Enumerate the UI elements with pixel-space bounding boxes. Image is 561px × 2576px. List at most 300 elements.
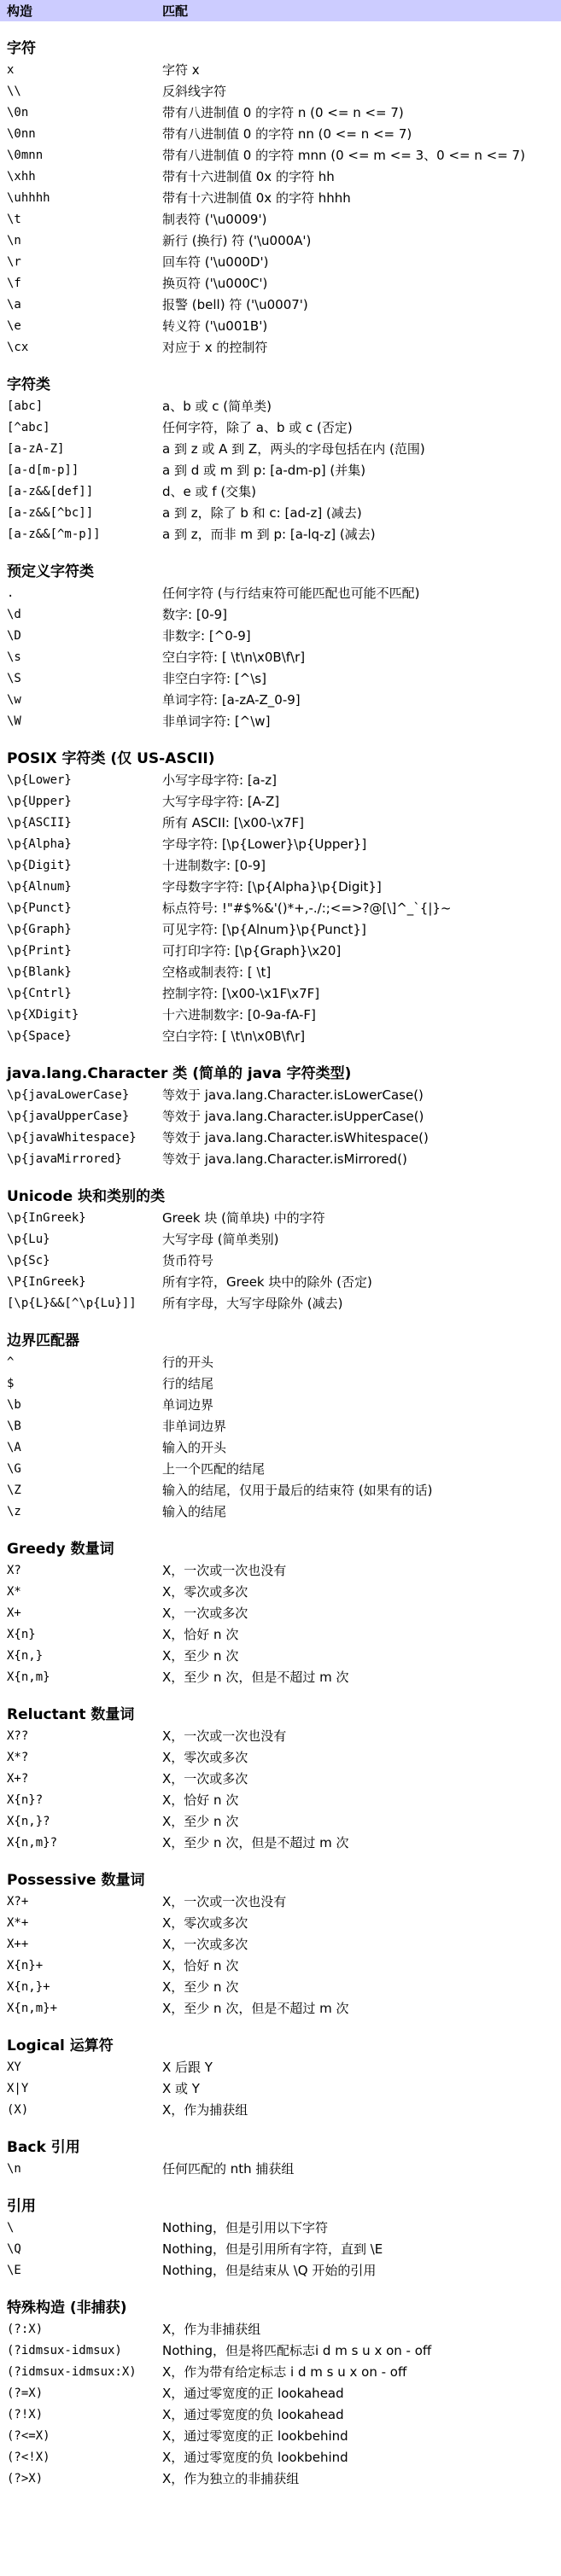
table-row [0,1933,561,1955]
table-row [0,1746,561,1768]
construct-cell: \ [7,2220,15,2235]
match-cell: 任何字符，除了 a、b 或 c (否定) [162,420,353,435]
match-cell: 可打印字符: [\p{Graph}\x20] [162,943,342,959]
construct-cell: \p{Lu} [7,1232,50,1246]
table-row [0,187,561,208]
construct-cell: [a-zA-Z] [7,441,65,456]
table-row [0,294,561,315]
construct-cell: \0n [7,105,29,119]
match-cell: 非单词边界 [162,1419,227,1434]
construct-cell: \p{XDigit} [7,1007,79,1022]
match-cell: 带有十六进制值 0x 的字符 hh [162,169,335,184]
match-cell: 标点符号: !"#$%&'()*+,-./:;<=>?@[\]^_`{|}~ [162,900,452,916]
section [0,1180,561,1314]
section-title: Greedy 数量词 [7,1541,114,1558]
match-cell: X，零次或多次 [162,1915,248,1931]
construct-cell: \p{InGreek} [7,1210,86,1225]
construct-cell: X{n,m}+ [7,2001,58,2015]
match-cell: 回车符 ('\u000D') [162,254,269,270]
match-cell: X，至少 n 次，但是不超过 m 次 [162,2001,349,2016]
construct-cell: [\p{L}&&[^\p{Lu}]] [7,1296,137,1310]
section [0,1057,561,1169]
table-row [0,710,561,731]
construct-cell: \r [7,254,21,269]
table-row [0,2078,561,2099]
table-row [0,1373,561,1394]
match-cell: 大写字母字符: [A-Z] [162,794,280,809]
table-row [0,2099,561,2120]
construct-cell: X|Y [7,2081,29,2095]
match-cell: 带有八进制值 0 的字符 nn (0 <= n <= 7) [162,126,412,142]
match-cell: X，至少 n 次 [162,1648,239,1664]
table-row [0,417,561,438]
table-row [0,1976,561,1997]
match-cell: 任何字符 (与行结束符可能匹配也可能不匹配) [162,586,420,601]
construct-cell: \A [7,1440,21,1454]
match-cell: 非单词字符: [^\w] [162,714,271,729]
match-cell: X，恰好 n 次 [162,1792,239,1808]
table-row [0,2446,561,2468]
match-cell: Nothing，但是将匹配标志i d m s u x on - off [162,2343,432,2358]
construct-cell: X*? [7,1750,29,1764]
construct-cell: X?? [7,1728,29,1743]
construct-cell: X{n,} [7,1648,44,1663]
match-cell: 上一个匹配的结尾 [162,1461,266,1477]
match-cell: Nothing，但是引用以下字符 [162,2220,328,2235]
section [0,1532,561,1687]
table-row [0,1725,561,1746]
table-row [0,1127,561,1148]
table-row [0,1148,561,1169]
match-cell: 十六进制数字: [0-9a-fA-F] [162,1007,316,1023]
match-cell: 空白字符: [ \t\n\x0B\f\r] [162,1029,306,1044]
table-row [0,1559,561,1581]
header-matches: 匹配 [162,3,189,19]
table-row [0,2404,561,2425]
table-row [0,230,561,251]
construct-cell: x [7,62,15,77]
construct-cell: X{n} [7,1627,36,1641]
table-row [0,2259,561,2281]
table-row [0,1228,561,1250]
match-cell: 单词字符: [a-zA-Z_0-9] [162,692,301,708]
match-cell: 带有十六进制值 0x 的字符 hhhh [162,190,351,206]
match-cell: X，一次或多次 [162,1771,248,1786]
match-cell: 控制字符: [\x00-\x1F\x7F] [162,986,320,1001]
construct-cell: \f [7,276,21,290]
section [0,2029,561,2120]
header-construct: 构造 [7,3,33,19]
table-row [0,272,561,294]
match-cell: X，一次或一次也没有 [162,1563,287,1578]
construct-cell: \p{javaMirrored} [7,1151,122,1166]
section-title: Logical 运算符 [7,2037,114,2054]
match-cell: 对应于 x 的控制符 [162,340,268,355]
table-row [0,2056,561,2078]
construct-cell: \a [7,297,21,312]
section-title: 字符 [7,40,36,57]
table-row [0,1891,561,1912]
table-row [0,1997,561,2019]
table-row [0,1025,561,1046]
match-cell: 所有 ASCII: [\x00-\x7F] [162,815,304,830]
construct-cell: \p{Alpha} [7,836,72,851]
construct-cell: [^abc] [7,420,50,434]
table-row [0,59,561,80]
table-row [0,1207,561,1228]
construct-cell: (?idmsux-idmsux) [7,2343,122,2357]
table-row [0,2217,561,2238]
match-cell: 字母字符: [\p{Lower}\p{Upper}] [162,836,367,852]
table-row [0,982,561,1004]
construct-cell: \0nn [7,126,36,141]
match-cell: 任何匹配的 nth 捕获组 [162,2161,295,2177]
table-row [0,208,561,230]
match-cell: d、e 或 f (交集) [162,484,257,499]
construct-cell: X{n}? [7,1792,44,1807]
match-cell: Nothing，但是结束从 \Q 开始的引用 [162,2263,377,2278]
construct-cell: \p{Punct} [7,900,72,915]
section [0,32,561,358]
match-cell: X，一次或多次 [162,1937,248,1952]
section-title: Back 引用 [7,2139,80,2156]
construct-cell: . [7,586,15,600]
construct-cell: \p{Blank} [7,965,72,979]
match-cell: 数字: [0-9] [162,607,228,622]
table-row [0,481,561,502]
construct-cell: (?idmsux-idmsux:X) [7,2364,137,2379]
table-row [0,1789,561,1810]
match-cell: 等效于 java.lang.Character.isMirrored() [162,1151,407,1167]
table-row [0,1394,561,1415]
match-cell: 输入的结尾，仅用于最后的结束符 (如果有的话) [162,1483,433,1498]
match-cell: 反斜线字符 [162,84,227,99]
match-cell: X，恰好 n 次 [162,1958,239,1973]
construct-cell: \p{ASCII} [7,815,72,830]
section-title: 预定义字符类 [7,563,94,580]
match-cell: 等效于 java.lang.Character.isLowerCase() [162,1087,424,1103]
match-cell: 非数字: [^0-9] [162,628,251,644]
construct-cell: \e [7,318,21,333]
table-row [0,1832,561,1853]
table-header [0,0,561,21]
table-row [0,2382,561,2404]
match-cell: 单词边界 [162,1397,214,1413]
construct-cell: [abc] [7,399,44,413]
section-title: Unicode 块和类别的类 [7,1188,166,1205]
table-row [0,1458,561,1479]
construct-cell: \p{javaLowerCase} [7,1087,130,1102]
construct-cell: X?+ [7,1894,29,1909]
table-row [0,502,561,523]
table-row [0,1004,561,1025]
match-cell: 所有字符，Greek 块中的除外 (否定) [162,1274,372,1290]
table-row [0,1292,561,1314]
match-cell: X，作为带有给定标志 i d m s u x on - off [162,2364,407,2380]
table-row [0,2158,561,2179]
construct-cell: \p{Print} [7,943,72,958]
match-cell: 带有八进制值 0 的字符 mnn (0 <= m <= 3、0 <= n <= 7) [162,148,525,163]
section [0,1698,561,1853]
match-cell: 输入的结尾 [162,1504,227,1519]
construct-cell: X{n,m} [7,1670,50,1684]
match-cell: Nothing，但是引用所有字符，直到 \E [162,2241,383,2257]
table-row [0,646,561,667]
match-cell: 空白字符: [ \t\n\x0B\f\r] [162,650,306,665]
construct-cell: X*+ [7,1915,29,1930]
construct-cell: [a-d[m-p]] [7,463,79,477]
table-row [0,523,561,545]
table-row [0,1479,561,1501]
match-cell: a 到 z 或 A 到 Z，两头的字母包括在内 (范围) [162,441,425,457]
construct-cell: (?!X) [7,2407,44,2422]
match-cell: X，作为独立的非捕获组 [162,2471,300,2486]
match-cell: 可见字符: [\p{Alnum}\p{Punct}] [162,922,366,937]
table-row [0,1105,561,1127]
table-row [0,1581,561,1602]
table-row [0,395,561,417]
table-row [0,2361,561,2382]
construct-cell: X{n,m}? [7,1835,58,1850]
section-title: java.lang.Character 类 (简单的 java 字符类型) [7,1065,352,1082]
table-row [0,80,561,102]
construct-cell: \n [7,2161,21,2176]
match-cell: X，通过零宽度的正 lookbehind [162,2428,348,2444]
construct-cell: \E [7,2263,21,2277]
construct-cell: \xhh [7,169,36,184]
section-title: 特殊构造 (非捕获) [7,2299,127,2317]
match-cell: 报警 (bell) 符 ('\u0007') [162,297,308,312]
sections-container [0,32,561,2489]
construct-cell: \p{Upper} [7,794,72,808]
match-cell: X，至少 n 次，但是不超过 m 次 [162,1670,349,1685]
construct-cell: \p{javaWhitespace} [7,1130,137,1145]
construct-cell: (?<!X) [7,2450,50,2464]
table-row [0,315,561,336]
table-row [0,123,561,144]
section-title: 边界匹配器 [7,1332,79,1349]
section [0,742,561,1046]
construct-cell: (?=X) [7,2386,44,2400]
match-cell: X，恰好 n 次 [162,1627,239,1642]
match-cell: 等效于 java.lang.Character.isUpperCase() [162,1109,424,1124]
section [0,555,561,731]
match-cell: 行的开头 [162,1355,214,1370]
match-cell: X，零次或多次 [162,1750,248,1765]
match-cell: 转义符 ('\u001B') [162,318,268,334]
construct-cell: \Z [7,1483,21,1497]
match-cell: 等效于 java.lang.Character.isWhitespace() [162,1130,429,1145]
construct-cell: \p{Graph} [7,922,72,936]
construct-cell: X+ [7,1606,21,1620]
construct-cell: \S [7,671,21,685]
section [0,1324,561,1522]
section-title: Possessive 数量词 [7,1872,145,1889]
section-title: Reluctant 数量词 [7,1706,135,1723]
construct-cell: \p{Alnum} [7,879,72,894]
table-row [0,961,561,982]
table-row [0,144,561,166]
table-row [0,625,561,646]
section [0,2189,561,2281]
construct-cell: \p{Digit} [7,858,72,872]
match-cell: X 或 Y [162,2081,200,2096]
construct-cell: X? [7,1563,21,1577]
table-row [0,1912,561,1933]
table-row [0,769,561,790]
construct-cell: (?>X) [7,2471,44,2486]
construct-cell: \cx [7,340,29,354]
match-cell: X 后跟 Y [162,2060,213,2075]
match-cell: a 到 d 或 m 到 p: [a-dm-p] (并集) [162,463,366,478]
table-row [0,1271,561,1292]
match-cell: X，一次或一次也没有 [162,1894,287,1909]
table-row [0,833,561,854]
construct-cell: X{n,}+ [7,1979,50,1994]
match-cell: X，至少 n 次 [162,1979,239,1995]
construct-cell: \t [7,212,21,226]
construct-cell: \B [7,1419,21,1433]
construct-cell: (?<=X) [7,2428,50,2443]
construct-cell: \b [7,1397,21,1412]
construct-cell: \z [7,1504,21,1518]
construct-cell: [a-z&&[^bc]] [7,505,94,520]
table-row [0,1437,561,1458]
construct-cell: \0mnn [7,148,44,162]
construct-cell: \G [7,1461,21,1476]
match-cell: X，一次或多次 [162,1606,248,1621]
section [0,368,561,545]
construct-cell: \p{Space} [7,1029,72,1043]
match-cell: 货币符号 [162,1253,214,1268]
construct-cell: \W [7,714,21,728]
match-cell: 新行 (换行) 符 ('\u000A') [162,233,312,248]
match-cell: X，零次或多次 [162,1584,248,1600]
table-row [0,1415,561,1437]
section-title: 字符类 [7,376,50,393]
table-row [0,459,561,481]
construct-cell: ^ [7,1355,15,1369]
match-cell: 字母数字字符: [\p{Alpha}\p{Digit}] [162,879,382,895]
construct-cell: \d [7,607,21,621]
table-row [0,897,561,918]
table-row [0,102,561,123]
match-cell: 非空白字符: [^\s] [162,671,266,686]
table-row [0,1810,561,1832]
table-row [0,876,561,897]
construct-cell: X* [7,1584,21,1599]
match-cell: 输入的开头 [162,1440,227,1455]
match-cell: 空格或制表符: [ \t] [162,965,272,980]
match-cell: 所有字母，大写字母除外 (减去) [162,1296,343,1311]
match-cell: 行的结尾 [162,1376,214,1391]
construct-cell: X{n,}? [7,1814,50,1828]
construct-cell: XY [7,2060,21,2074]
match-cell: a、b 或 c (简单类) [162,399,272,414]
match-cell: 制表符 ('\u0009') [162,212,267,227]
table-row [0,854,561,876]
construct-cell: \p{Lower} [7,772,72,787]
construct-cell: \Q [7,2241,21,2256]
construct-cell: \p{Sc} [7,1253,50,1268]
match-cell: X，作为捕获组 [162,2102,248,2118]
construct-cell: \D [7,628,21,643]
construct-cell: \p{javaUpperCase} [7,1109,130,1123]
match-cell: X，一次或一次也没有 [162,1728,287,1744]
match-cell: 大写字母 (简单类别) [162,1232,279,1247]
table-row [0,1351,561,1373]
table-row [0,1623,561,1645]
table-row [0,1084,561,1105]
construct-cell: \uhhhh [7,190,50,205]
construct-cell: \w [7,692,21,707]
match-cell: 换页符 ('\u000C') [162,276,268,291]
match-cell: a 到 z，除了 b 和 c: [ad-z] (减去) [162,505,362,521]
match-cell: a 到 z，而非 m 到 p: [a-lq-z] (减去) [162,527,376,542]
match-cell: X，至少 n 次，但是不超过 m 次 [162,1835,349,1850]
table-row [0,1250,561,1271]
construct-cell: X++ [7,1937,29,1951]
construct-cell: \n [7,233,21,248]
construct-cell: \P{InGreek} [7,1274,86,1289]
table-row [0,2425,561,2446]
match-cell: X，作为非捕获组 [162,2322,261,2337]
match-cell: X，至少 n 次 [162,1814,239,1829]
match-cell: Greek 块 (简单块) 中的字符 [162,1210,325,1226]
table-row [0,1955,561,1976]
section-title: POSIX 字符类 (仅 US-ASCII) [7,750,215,767]
construct-cell: X+? [7,1771,29,1786]
table-row [0,790,561,812]
table-row [0,689,561,710]
match-cell: 十进制数字: [0-9] [162,858,266,873]
table-row [0,2238,561,2259]
match-cell: X，通过零宽度的正 lookahead [162,2386,344,2401]
section [0,1863,561,2019]
match-cell: 字符 x [162,62,200,78]
construct-cell: [a-z&&[def]] [7,484,94,498]
table-row [0,336,561,358]
table-row [0,251,561,272]
table-row [0,603,561,625]
construct-cell: (X) [7,2102,29,2117]
table-row [0,1768,561,1789]
match-cell: X，通过零宽度的负 lookahead [162,2407,344,2422]
table-row [0,940,561,961]
table-row [0,2468,561,2489]
construct-cell: \s [7,650,21,664]
construct-cell: \\ [7,84,21,98]
table-row [0,1602,561,1623]
table-row [0,1501,561,1522]
section [0,2130,561,2179]
table-row [0,812,561,833]
table-row [0,582,561,603]
table-row [0,2340,561,2361]
construct-cell: X{n}+ [7,1958,44,1973]
section-title: 引用 [7,2198,36,2215]
construct-cell: \p{Cntrl} [7,986,72,1000]
construct-cell: (?:X) [7,2322,44,2336]
table-row [0,1645,561,1666]
match-cell: X，通过零宽度的负 lookbehind [162,2450,348,2465]
construct-cell: $ [7,1376,15,1390]
table-row [0,1666,561,1687]
match-cell: 小写字母字符: [a-z] [162,772,278,788]
match-cell: 带有八进制值 0 的字符 n (0 <= n <= 7) [162,105,404,120]
table-row [0,667,561,689]
table-row [0,166,561,187]
